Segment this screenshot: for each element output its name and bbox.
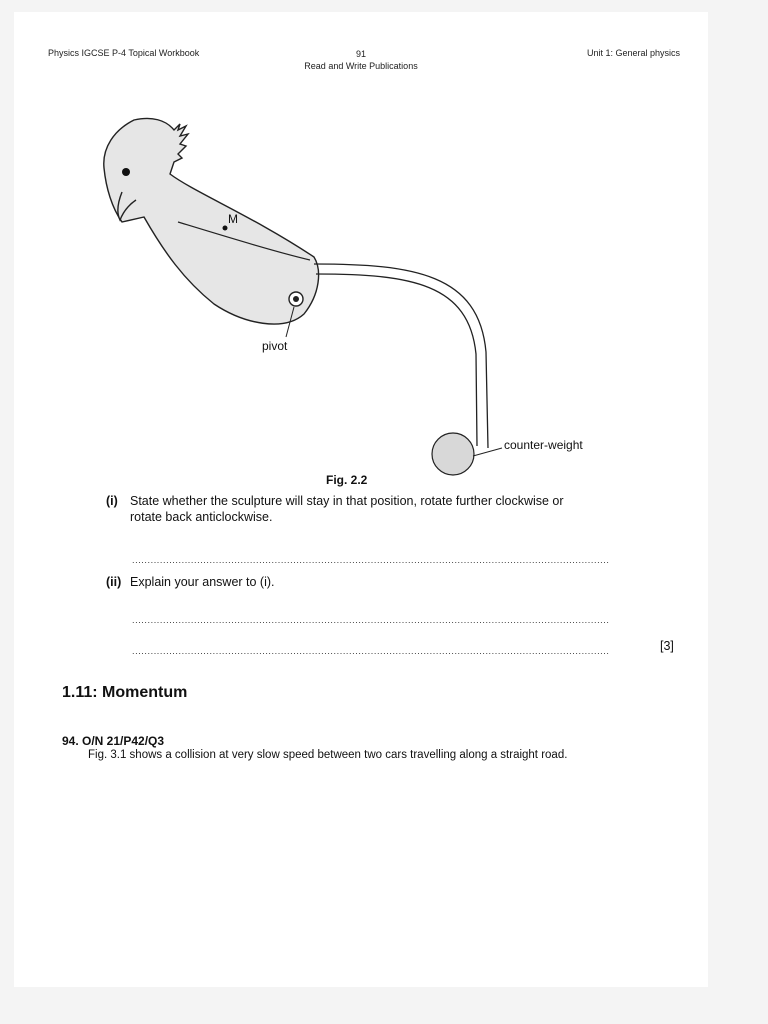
bird-body-shape [104, 118, 319, 324]
answer-line-ii-1[interactable]: .......................................................................................................................................................... [132, 615, 610, 625]
answer-line-i[interactable]: .......................................................................................................................................................... [132, 555, 610, 565]
question-ii [106, 573, 275, 591]
question-i-text-line2: rotate back anticlockwise. [130, 510, 273, 524]
counter-weight-ball [432, 433, 474, 475]
bird-eye [122, 168, 130, 176]
figure-caption: Fig. 2.2 [326, 473, 368, 487]
question-i [106, 492, 646, 510]
label-m: M [228, 212, 238, 226]
counter-weight-pointer [473, 448, 502, 456]
answer-line-ii-2[interactable]: .......................................................................................................................................................... [132, 646, 610, 656]
question-reference: 94. O/N 21/P42/Q3 [62, 734, 165, 748]
question-ii-text: Explain your answer to (i). [130, 575, 275, 589]
header-unit: Unit 1: General physics [586, 48, 680, 58]
question-text: Fig. 3.1 shows a collision at very slow speed between two cars travelling along a straight road. [88, 749, 568, 761]
question-i-number: (i) [106, 494, 118, 508]
marks-label: [3] [660, 639, 674, 653]
header-page-number: 91 [355, 49, 366, 59]
label-counter-weight: counter-weight [504, 438, 583, 452]
pivot-inner [293, 296, 299, 302]
question-ii-number: (ii) [106, 575, 122, 589]
question-i-text: State whether the sculpture will stay in that position, rotate further clockwise or [130, 494, 564, 508]
tail-rod-inner [316, 274, 477, 446]
workbook-page [14, 12, 708, 987]
header-publisher: Read and Write Publications [304, 61, 418, 71]
sculpture-figure [14, 12, 708, 482]
section-title: 1.11: Momentum [62, 684, 188, 701]
center-of-mass-point [223, 226, 228, 231]
header-book-title: Physics IGCSE P-4 Topical Workbook [48, 48, 200, 58]
label-pivot: pivot [262, 339, 288, 353]
tail-rod [314, 264, 488, 448]
